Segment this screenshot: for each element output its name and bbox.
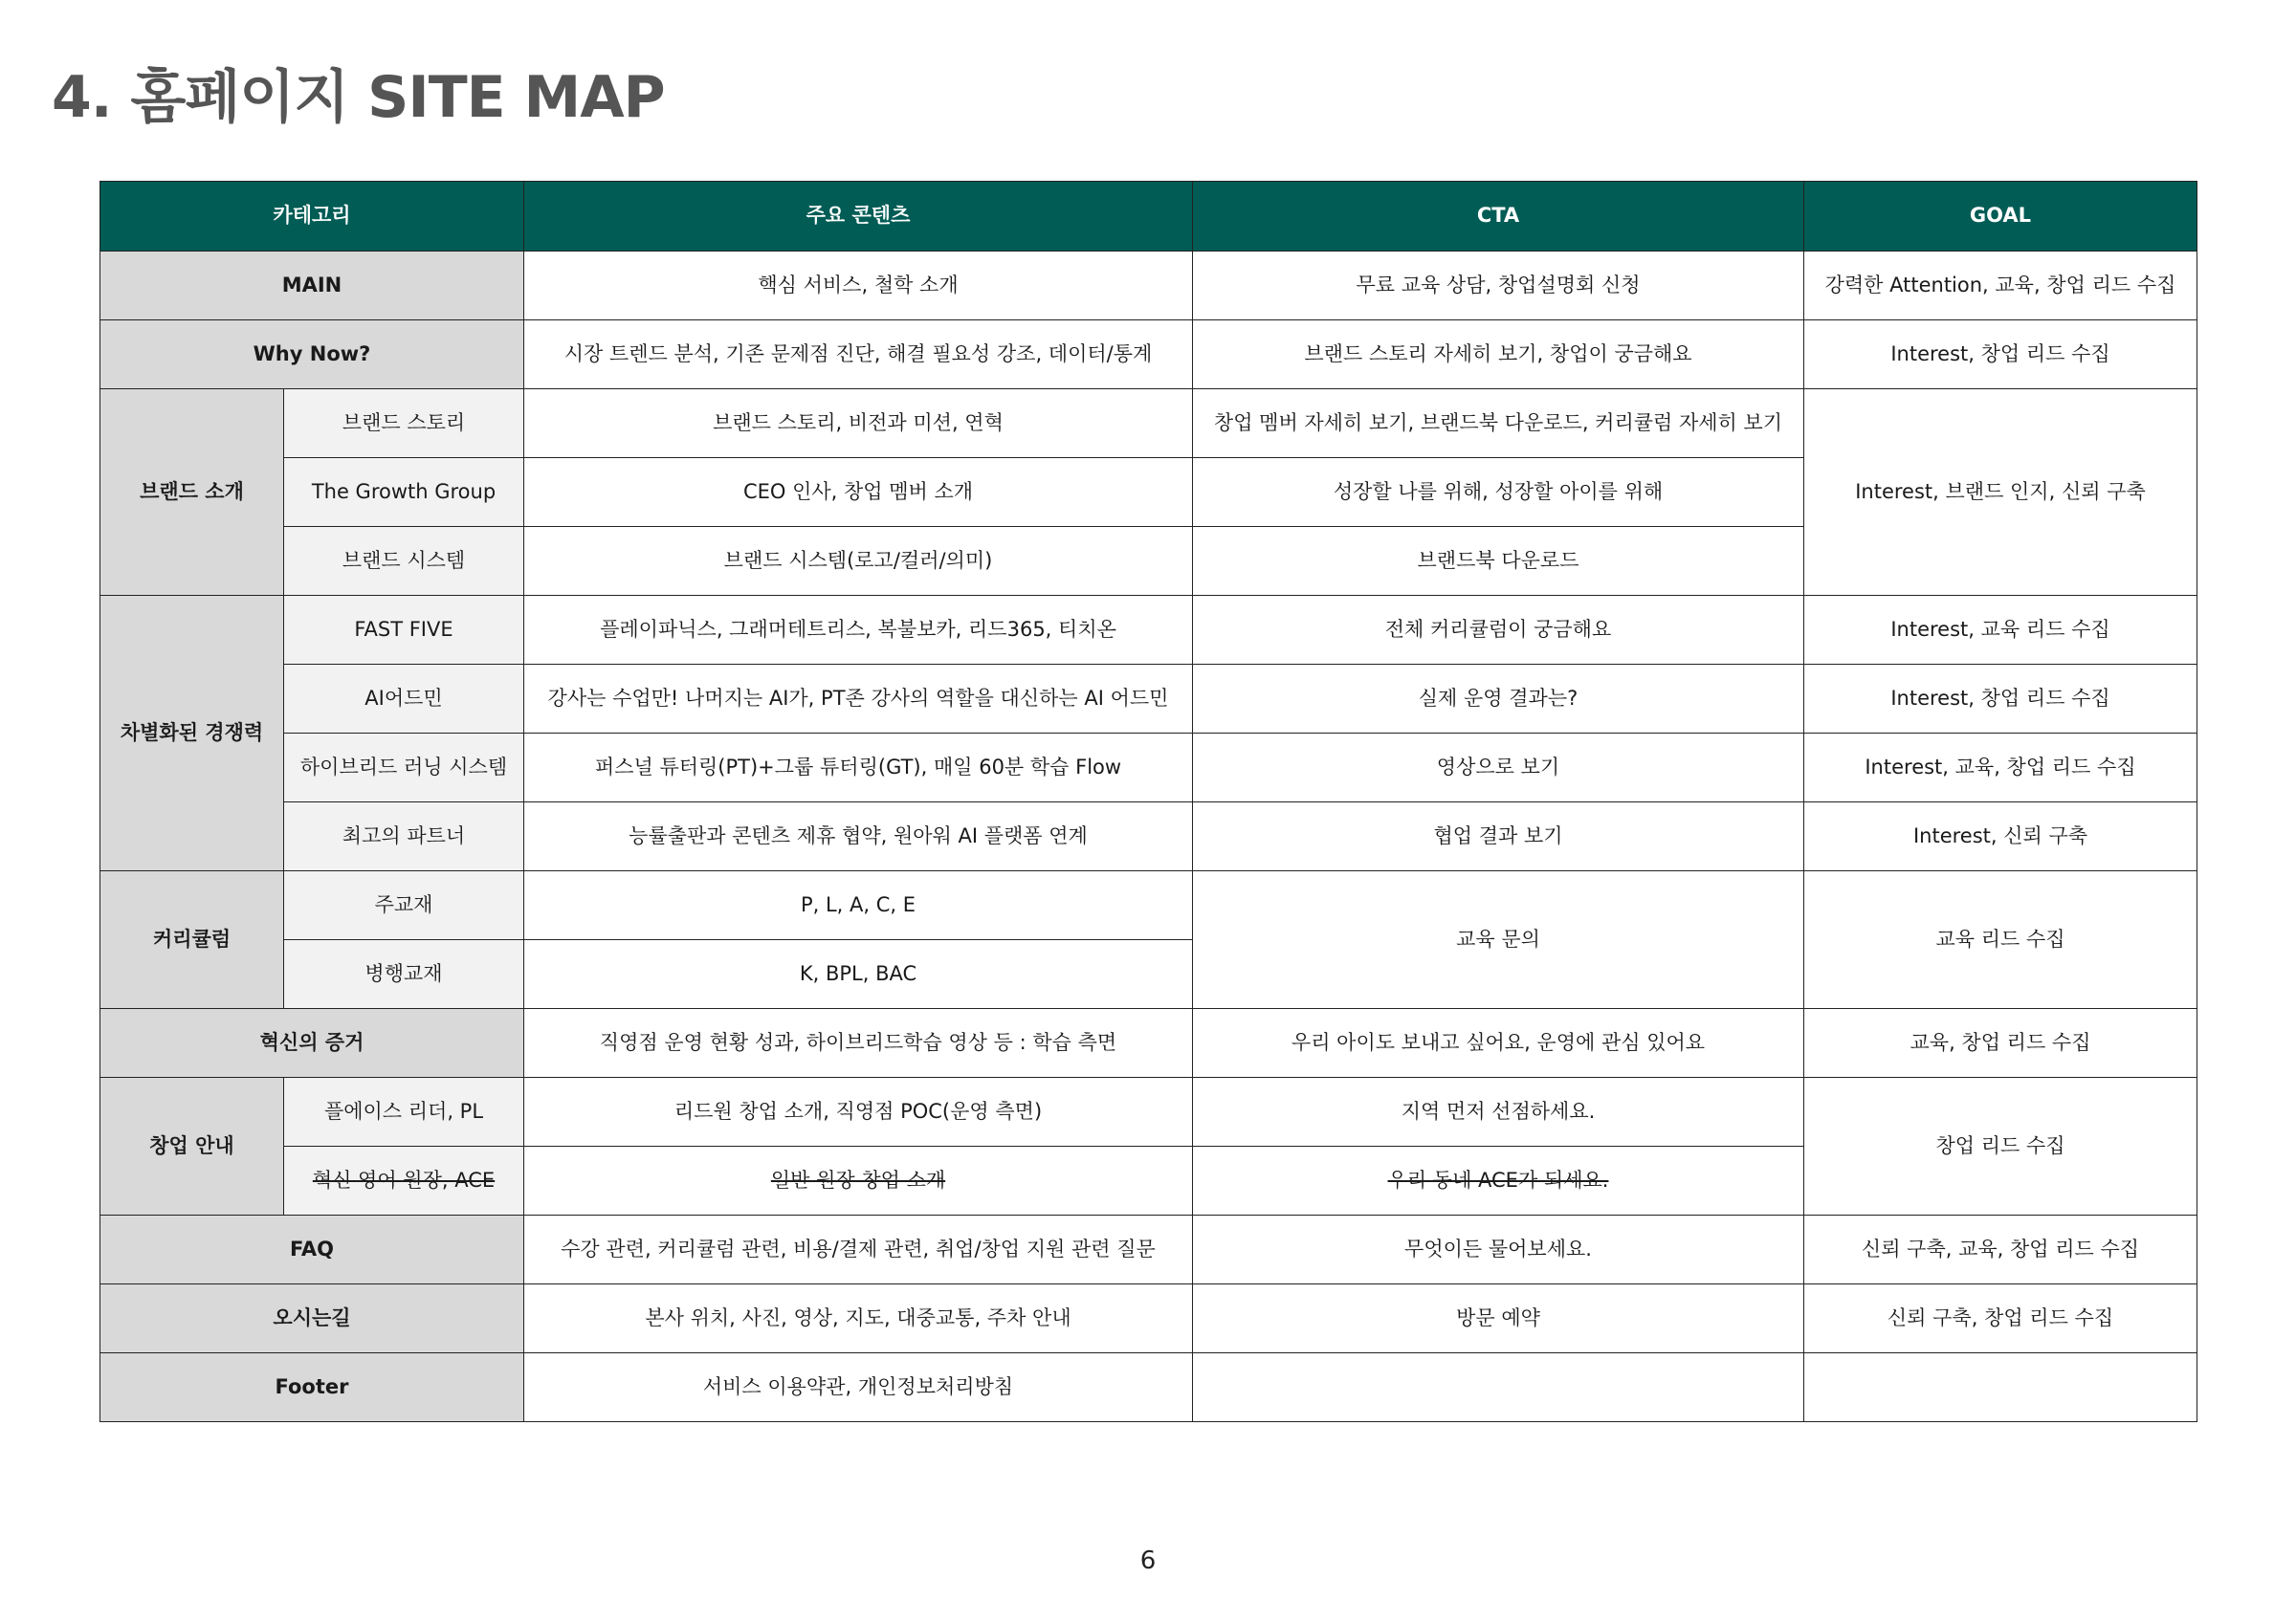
contents-cell: P, L, A, C, E bbox=[524, 871, 1193, 940]
subcategory-cell: AI어드민 bbox=[284, 665, 524, 734]
category-cell: Footer bbox=[100, 1353, 524, 1422]
page-title: 4. 홈페이지 SITE MAP bbox=[52, 64, 665, 131]
subcategory-cell: 최고의 파트너 bbox=[284, 802, 524, 871]
contents-cell: 수강 관련, 커리큘럼 관련, 비용/결제 관련, 취업/창업 지원 관련 질문 bbox=[524, 1216, 1193, 1284]
contents-cell: 핵심 서비스, 철학 소개 bbox=[524, 252, 1193, 320]
contents-cell: 강사는 수업만! 나머지는 AI가, PT존 강사의 역할을 대신하는 AI 어드민 bbox=[524, 665, 1193, 734]
subcategory-cell: 브랜드 시스템 bbox=[284, 527, 524, 596]
table-row bbox=[100, 596, 2197, 665]
cta-cell: 교육 문의 bbox=[1193, 871, 1804, 1009]
contents-cell: K, BPL, BAC bbox=[524, 940, 1193, 1009]
subcategory-cell: 브랜드 스토리 bbox=[284, 389, 524, 458]
subcategory-cell: 병행교재 bbox=[284, 940, 524, 1009]
goal-cell: Interest, 교육, 창업 리드 수집 bbox=[1804, 734, 2197, 802]
cta-cell: 브랜드 스토리 자세히 보기, 창업이 궁금해요 bbox=[1193, 320, 1804, 389]
goal-cell bbox=[1804, 1353, 2197, 1422]
contents-cell: 능률출판과 콘텐츠 제휴 협약, 원아워 AI 플랫폼 연계 bbox=[524, 802, 1193, 871]
cta-cell: 지역 먼저 선점하세요. bbox=[1193, 1078, 1804, 1147]
cta-cell: 무료 교육 상담, 창업설명회 신청 bbox=[1193, 252, 1804, 320]
sitemap-table bbox=[99, 181, 2197, 1422]
goal-cell: 신뢰 구축, 교육, 창업 리드 수집 bbox=[1804, 1216, 2197, 1284]
table-row bbox=[100, 734, 2197, 802]
subcategory-cell: 하이브리드 러닝 시스템 bbox=[284, 734, 524, 802]
goal-cell: Interest, 신뢰 구축 bbox=[1804, 802, 2197, 871]
cta-cell bbox=[1193, 1353, 1804, 1422]
subcategory-cell: 플에이스 리더, PL bbox=[284, 1078, 524, 1147]
goal-cell: Interest, 브랜드 인지, 신뢰 구축 bbox=[1804, 389, 2197, 596]
goal-cell: 교육 리드 수집 bbox=[1804, 871, 2197, 1009]
cta-cell: 브랜드북 다운로드 bbox=[1193, 527, 1804, 596]
goal-cell: 신뢰 구축, 창업 리드 수집 bbox=[1804, 1284, 2197, 1353]
contents-cell: 시장 트렌드 분석, 기존 문제점 진단, 해결 필요성 강조, 데이터/통계 bbox=[524, 320, 1193, 389]
table-row bbox=[100, 665, 2197, 734]
table-row bbox=[100, 1078, 2197, 1147]
goal-cell: 강력한 Attention, 교육, 창업 리드 수집 bbox=[1804, 252, 2197, 320]
table-row bbox=[100, 1353, 2197, 1422]
subcategory-cell: FAST FIVE bbox=[284, 596, 524, 665]
cta-cell: 방문 예약 bbox=[1193, 1284, 1804, 1353]
header-cta: CTA bbox=[1193, 182, 1804, 252]
table-row bbox=[100, 389, 2197, 458]
cta-cell: 우리 아이도 보내고 싶어요, 운영에 관심 있어요 bbox=[1193, 1009, 1804, 1078]
category-cell: 차별화된 경쟁력 bbox=[100, 596, 284, 871]
goal-cell: 창업 리드 수집 bbox=[1804, 1078, 2197, 1216]
category-cell: MAIN bbox=[100, 252, 524, 320]
table-row bbox=[100, 252, 2197, 320]
category-cell: 창업 안내 bbox=[100, 1078, 284, 1216]
table-row bbox=[100, 1009, 2197, 1078]
category-cell: 혁신의 증거 bbox=[100, 1009, 524, 1078]
table-row bbox=[100, 320, 2197, 389]
subcategory-cell: The Growth Group bbox=[284, 458, 524, 527]
cta-cell: 창업 멤버 자세히 보기, 브랜드북 다운로드, 커리큘럼 자세히 보기 bbox=[1193, 389, 1804, 458]
contents-cell: 브랜드 스토리, 비전과 미션, 연혁 bbox=[524, 389, 1193, 458]
goal-cell: 교육, 창업 리드 수집 bbox=[1804, 1009, 2197, 1078]
contents-cell: CEO 인사, 창업 멤버 소개 bbox=[524, 458, 1193, 527]
subcategory-cell: 주교재 bbox=[284, 871, 524, 940]
contents-cell: 직영점 운영 현황 성과, 하이브리드학습 영상 등 : 학습 측면 bbox=[524, 1009, 1193, 1078]
goal-cell: Interest, 교육 리드 수집 bbox=[1804, 596, 2197, 665]
cta-cell: 실제 운영 결과는? bbox=[1193, 665, 1804, 734]
cta-cell: 전체 커리큘럼이 궁금해요 bbox=[1193, 596, 1804, 665]
category-cell: FAQ bbox=[100, 1216, 524, 1284]
cta-cell: 성장할 나를 위해, 성장할 아이를 위해 bbox=[1193, 458, 1804, 527]
contents-cell: 일반 원장 창업 소개 bbox=[524, 1147, 1193, 1216]
table-row bbox=[100, 1284, 2197, 1353]
category-cell: 브랜드 소개 bbox=[100, 389, 284, 596]
contents-cell: 플레이파닉스, 그래머테트리스, 복불보카, 리드365, 티치온 bbox=[524, 596, 1193, 665]
category-cell: Why Now? bbox=[100, 320, 524, 389]
table-row bbox=[100, 802, 2197, 871]
cta-cell: 영상으로 보기 bbox=[1193, 734, 1804, 802]
page-number: 6 bbox=[1139, 1546, 1157, 1575]
goal-cell: Interest, 창업 리드 수집 bbox=[1804, 665, 2197, 734]
category-cell: 오시는길 bbox=[100, 1284, 524, 1353]
cta-cell: 협업 결과 보기 bbox=[1193, 802, 1804, 871]
goal-cell: Interest, 창업 리드 수집 bbox=[1804, 320, 2197, 389]
contents-cell: 리드원 창업 소개, 직영점 POC(운영 측면) bbox=[524, 1078, 1193, 1147]
category-cell: 커리큘럼 bbox=[100, 871, 284, 1009]
header-goal: GOAL bbox=[1804, 182, 2197, 252]
cta-cell: 우리 동네 ACE가 되세요. bbox=[1193, 1147, 1804, 1216]
contents-cell: 퍼스널 튜터링(PT)+그룹 튜터링(GT), 매일 60분 학습 Flow bbox=[524, 734, 1193, 802]
subcategory-cell: 혁신 영어 원장, ACE bbox=[284, 1147, 524, 1216]
cta-cell: 무엇이든 물어보세요. bbox=[1193, 1216, 1804, 1284]
contents-cell: 본사 위치, 사진, 영상, 지도, 대중교통, 주차 안내 bbox=[524, 1284, 1193, 1353]
table-row bbox=[100, 1216, 2197, 1284]
contents-cell: 서비스 이용약관, 개인정보처리방침 bbox=[524, 1353, 1193, 1422]
header-category: 카테고리 bbox=[100, 182, 524, 252]
table-header-row bbox=[100, 182, 2197, 252]
table-row bbox=[100, 871, 2197, 940]
header-contents: 주요 콘텐츠 bbox=[524, 182, 1193, 252]
contents-cell: 브랜드 시스템(로고/컬러/의미) bbox=[524, 527, 1193, 596]
